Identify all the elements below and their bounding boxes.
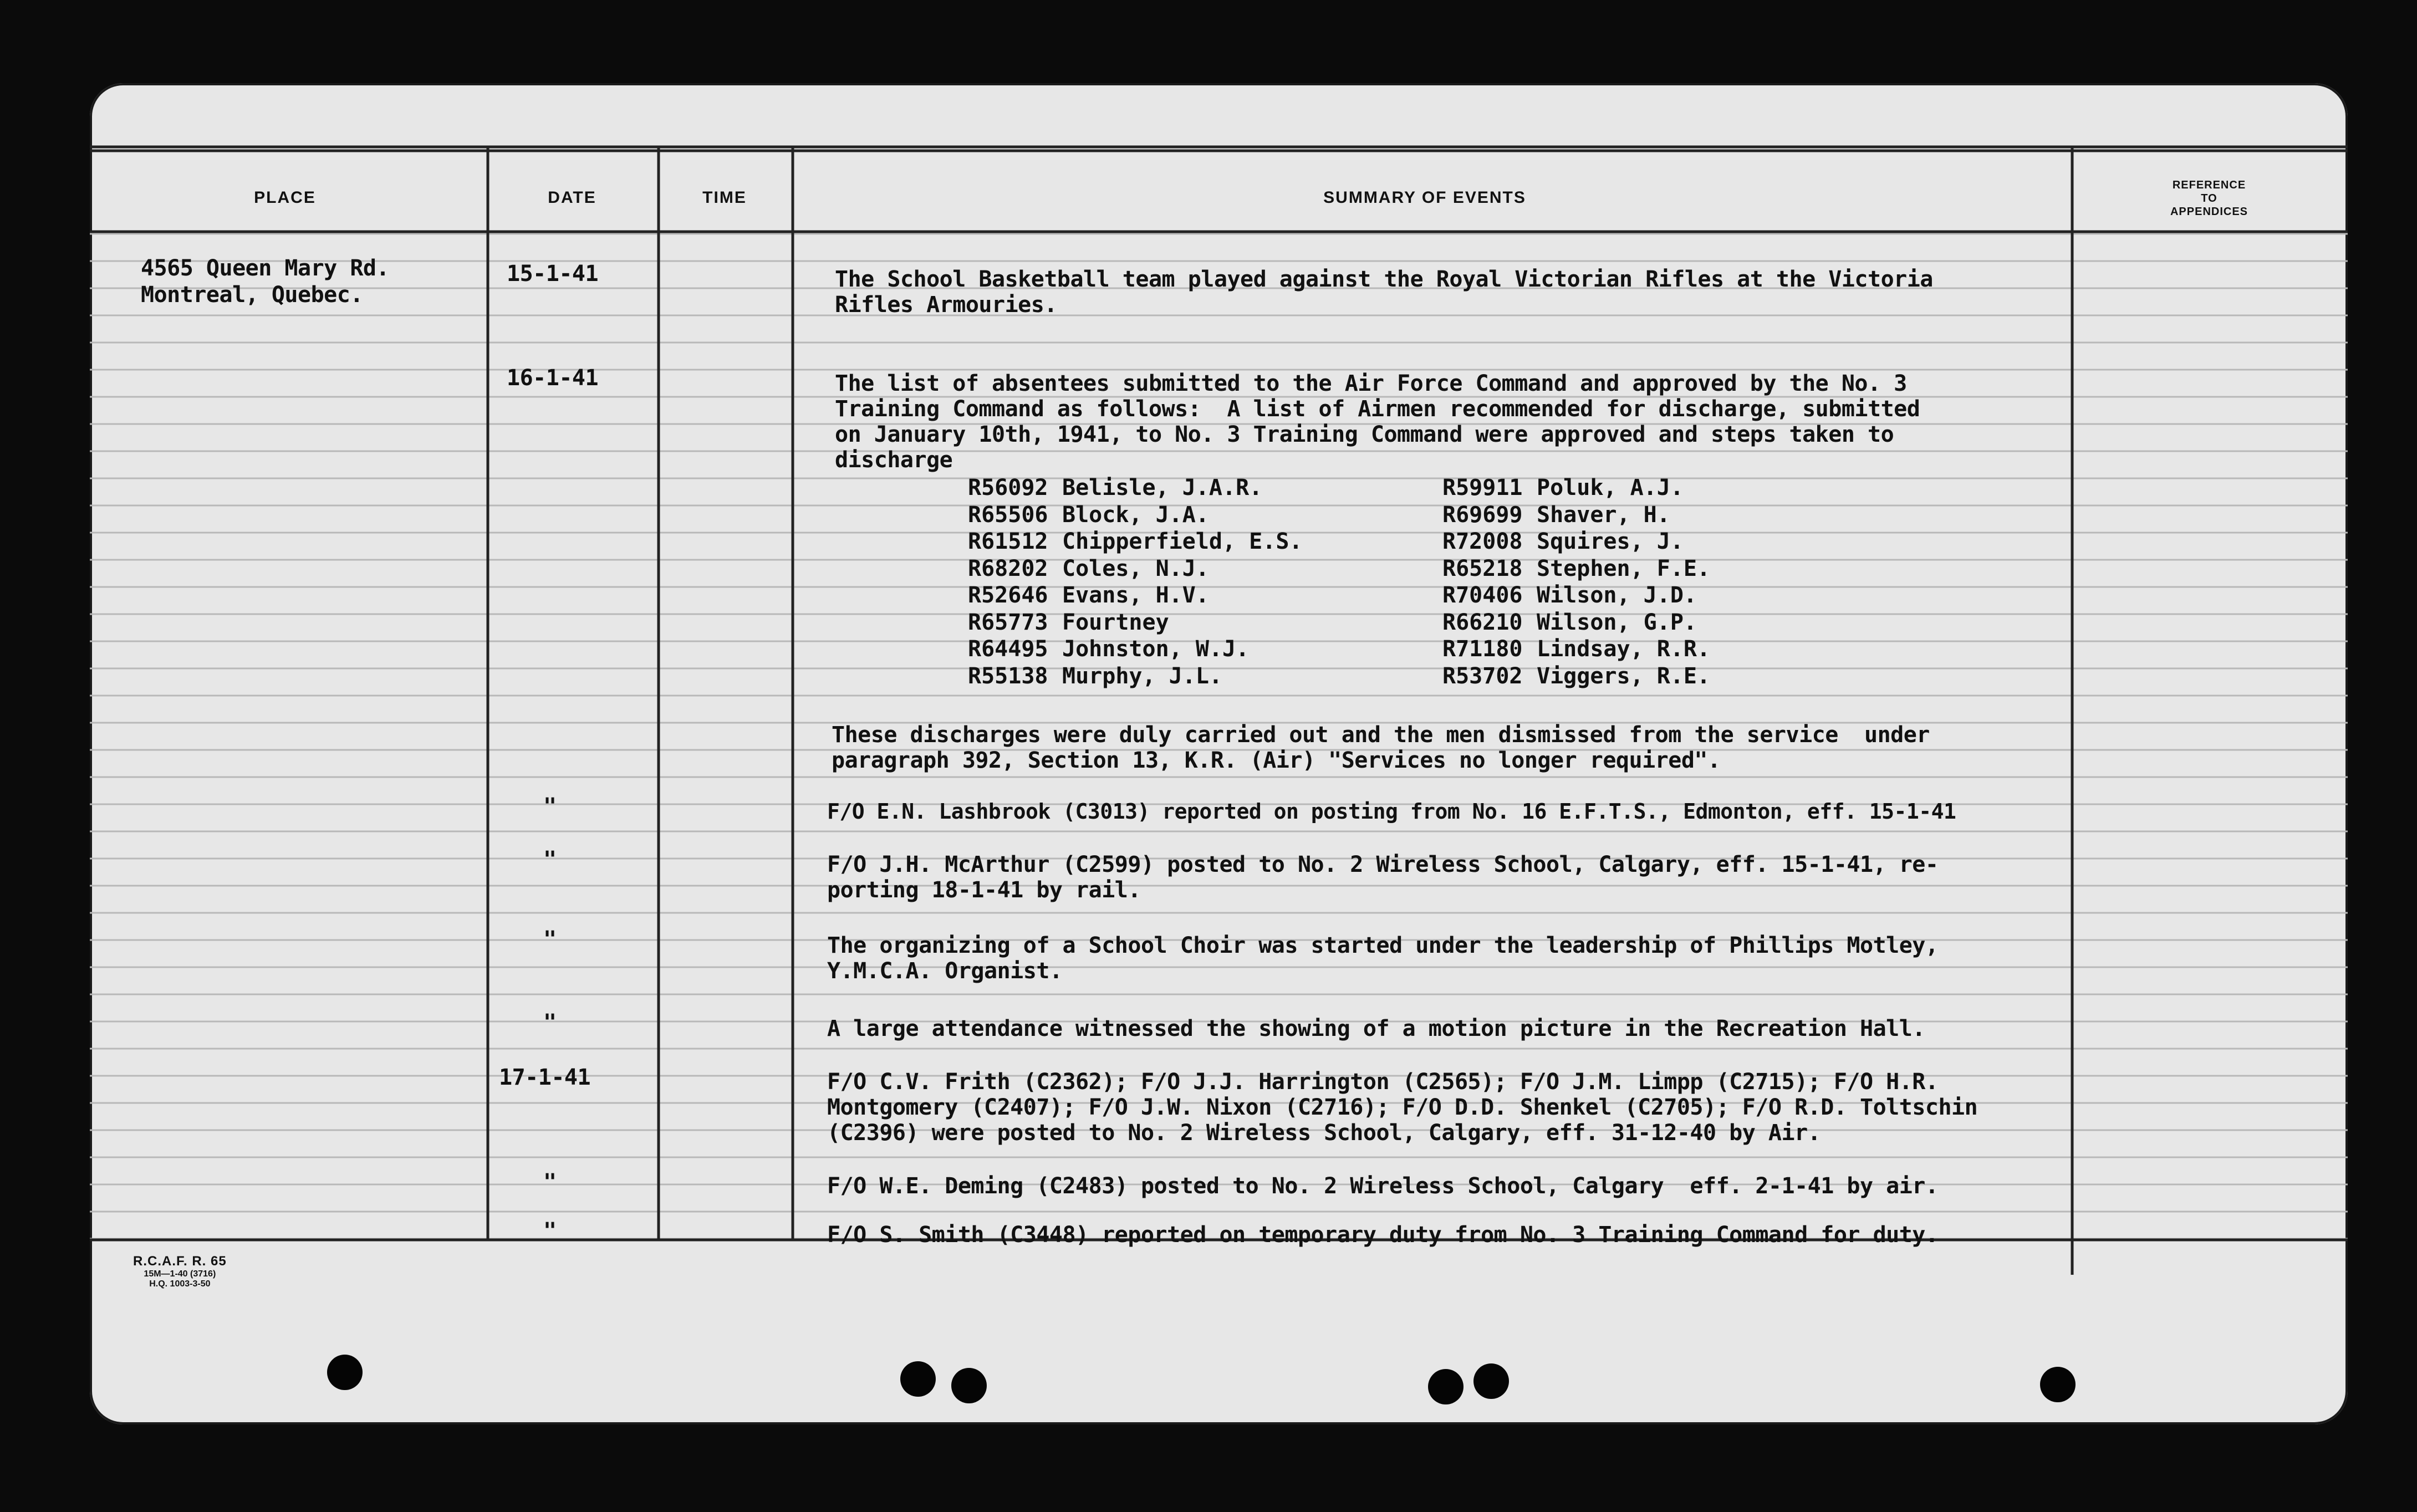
airman-name: Shaver, H.: [1537, 502, 1670, 528]
reference-column-header: [2170, 178, 2248, 218]
ditto-mark: ": [543, 1169, 557, 1195]
entry-text: Training Command as follows: A list of Airmen recommended for discharge, submitted: [835, 396, 1920, 422]
ditto-mark: ": [543, 1218, 557, 1244]
service-number: R56092: [968, 475, 1048, 500]
date-column-header: DATE: [548, 188, 596, 207]
entry-text: paragraph 392, Section 13, K.R. (Air) "Services no longer required".: [832, 748, 1721, 773]
entry-text: on January 10th, 1941, to No. 3 Training Command were approved and steps taken to: [835, 422, 1894, 447]
roster-row: [968, 555, 1302, 583]
airman-name: Murphy, J.L.: [1062, 663, 1222, 689]
punch-hole-icon: [2040, 1367, 2076, 1402]
airman-name: Johnston, W.J.: [1062, 636, 1250, 662]
airman-name: Poluk, A.J.: [1537, 475, 1684, 500]
roster-row: [968, 663, 1302, 690]
entry-text: F/O J.H. McArthur (C2599) posted to No. 2 Wireless School, Calgary, eff. 15-1-41, re-: [827, 852, 1939, 877]
place-line-2: Montreal, Quebec.: [141, 282, 363, 308]
roster-row: [1442, 609, 1710, 636]
airman-name: Fourtney: [1062, 609, 1169, 635]
entry-text: F/O W.E. Deming (C2483) posted to No. 2 Wireless School, Calgary eff. 2-1-41 by air.: [827, 1173, 1939, 1199]
roster-row: [1442, 555, 1710, 583]
place-column-header: PLACE: [254, 188, 316, 207]
roster-row: [968, 502, 1302, 529]
airman-name: Evans, H.V.: [1062, 583, 1209, 608]
airman-name: Squires, J.: [1537, 529, 1684, 554]
ditto-mark: ": [543, 794, 557, 819]
service-number: R61512: [968, 529, 1048, 554]
reference-header-line: REFERENCE: [2172, 179, 2246, 191]
service-number: R52646: [968, 583, 1048, 608]
entry-text: A large attendance witnessed the showing of a motion picture in the Recreation Hall.: [827, 1016, 1925, 1041]
entry-text: Montgomery (C2407); F/O J.W. Nixon (C2716); F/O D.D. Shenkel (C2705); F/O R.D. Toltschin: [827, 1095, 1978, 1120]
service-number: R71180: [1442, 636, 1523, 662]
date-entry: 16-1-41: [507, 365, 599, 391]
reference-header-line: APPENDICES: [2170, 206, 2248, 218]
date-entry: 17-1-41: [499, 1065, 591, 1090]
roster-row: [1442, 502, 1710, 529]
roster-row: [968, 609, 1302, 636]
roster-row: [968, 474, 1302, 502]
service-number: R66210: [1442, 609, 1523, 635]
service-number: R65773: [968, 609, 1048, 635]
airman-name: Stephen, F.E.: [1537, 555, 1711, 581]
entry-text: Y.M.C.A. Organist.: [827, 958, 1063, 984]
summary-column-header: SUMMARY OF EVENTS: [1323, 188, 1526, 207]
entry-text: porting 18-1-41 by rail.: [827, 877, 1141, 903]
airman-name: Wilson, J.D.: [1537, 583, 1697, 608]
discharge-roster-right: [1442, 474, 1710, 689]
hq-number: H.Q. 1003-3-50: [149, 1279, 211, 1289]
airman-name: Coles, N.J.: [1062, 555, 1209, 581]
ditto-mark: ": [543, 847, 557, 872]
diary-form-card: [90, 83, 2348, 1424]
entry-text: F/O C.V. Frith (C2362); F/O J.J. Harrington (C2565); F/O J.M. Limpp (C2715); F/O H.R.: [827, 1069, 1939, 1095]
service-number: R72008: [1442, 529, 1523, 554]
service-number: R64495: [968, 636, 1048, 662]
reference-header-line: TO: [2201, 192, 2217, 205]
airman-name: Wilson, G.P.: [1537, 609, 1697, 635]
discharge-roster-left: [968, 474, 1302, 689]
place-line-1: 4565 Queen Mary Rd.: [141, 256, 390, 281]
entry-text: discharge: [835, 447, 953, 473]
service-number: R55138: [968, 663, 1048, 689]
punch-hole-icon: [900, 1361, 936, 1397]
service-number: R65506: [968, 502, 1048, 528]
punch-hole-icon: [951, 1368, 987, 1403]
entry-text: The School Basketball team played against the Royal Victorian Rifles at the Victoria: [835, 267, 1933, 292]
service-number: R65218: [1442, 555, 1523, 581]
service-number: R53702: [1442, 663, 1523, 689]
entry-text: F/O S. Smith (C3448) reported on temporary duty from No. 3 Training Command for duty.: [827, 1222, 1939, 1248]
print-run: 15M—1-40 (3716): [144, 1269, 216, 1279]
punch-hole-icon: [1428, 1369, 1464, 1404]
service-number: R69699: [1442, 502, 1523, 528]
punch-hole-icon: [327, 1355, 363, 1390]
time-column-header: TIME: [702, 188, 747, 207]
roster-row: [1442, 636, 1710, 663]
roster-row: [1442, 582, 1710, 609]
roster-row: [968, 636, 1302, 663]
entry-text: F/O E.N. Lashbrook (C3013) reported on posting from No. 16 E.F.T.S., Edmonton, eff. 15-1-41: [827, 799, 1956, 824]
form-identifier: [133, 1254, 227, 1289]
airman-name: Block, J.A.: [1062, 502, 1209, 528]
entry-text: The organizing of a School Choir was started under the leadership of Phillips Motley,: [827, 933, 1939, 958]
airman-name: Lindsay, R.R.: [1537, 636, 1711, 662]
roster-row: [1442, 528, 1710, 555]
roster-row: [1442, 474, 1710, 502]
airman-name: Viggers, R.E.: [1537, 663, 1711, 689]
roster-row: [968, 582, 1302, 609]
service-number: R68202: [968, 555, 1048, 581]
airman-name: Chipperfield, E.S.: [1062, 529, 1303, 554]
ditto-mark: ": [543, 927, 557, 952]
entry-text: The list of absentees submitted to the Air Force Command and approved by the No. 3: [835, 371, 1907, 396]
airman-name: Belisle, J.A.R.: [1062, 475, 1263, 500]
entry-text: (C2396) were posted to No. 2 Wireless School, Calgary, eff. 31-12-40 by Air.: [827, 1120, 1821, 1146]
date-entry: 15-1-41: [507, 261, 599, 287]
roster-row: [1442, 663, 1710, 690]
service-number: R70406: [1442, 583, 1523, 608]
ditto-mark: ": [543, 1010, 557, 1035]
entry-text: Rifles Armouries.: [835, 292, 1057, 318]
entry-text: These discharges were duly carried out and the men dismissed from the service under: [832, 722, 1930, 748]
punch-hole-icon: [1473, 1363, 1509, 1399]
form-number: R.C.A.F. R. 65: [133, 1254, 227, 1269]
service-number: R59911: [1442, 475, 1523, 500]
roster-row: [968, 528, 1302, 555]
